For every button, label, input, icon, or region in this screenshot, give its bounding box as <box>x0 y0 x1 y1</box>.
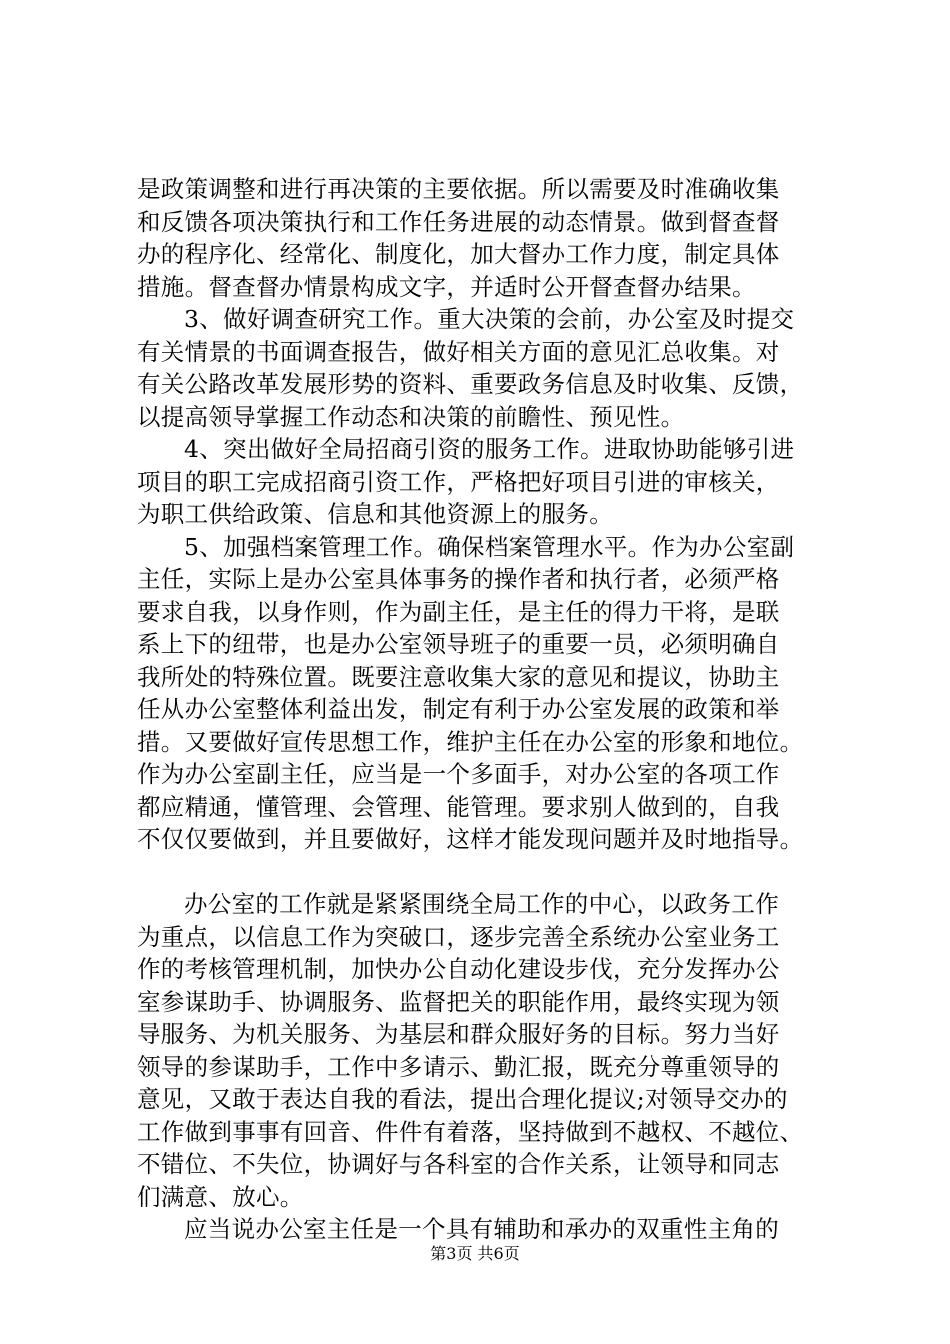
text-line: 主任，实际上是办公室具体事务的操作者和执行者，必须严格 <box>137 565 780 593</box>
text-line: 是政策调整和进行再决策的主要依据。所以需要及时准确收集 <box>137 175 780 203</box>
text-line: 和反馈各项决策执行和工作任务进展的动态情景。做到督查督 <box>137 207 780 236</box>
text-line: 有关公路改革发展形势的资料、重要政务信息及时收集、反馈， <box>137 370 804 398</box>
text-line: 3、做好调查研究工作。重大决策的会前，办公室及时提交 <box>184 305 795 333</box>
text-line: 作的考核管理机制，加快办公自动化建设步伐，充分发挥办公 <box>137 955 780 983</box>
text-line: 为职工供给政策、信息和其他资源上的服务。 <box>137 500 613 528</box>
text-line: 意见，又敢于表达自我的看法，提出合理化提议;对领导交办的 <box>137 1085 788 1113</box>
document-body <box>137 173 837 1246</box>
text-line: 系上下的纽带，也是办公室领导班子的重要一员，必须明确自 <box>137 630 780 658</box>
page-number: 第3页 共6页 <box>430 1244 520 1263</box>
text-line: 项目的职工完成招商引资工作，严格把好项目引进的审核关， <box>137 467 780 496</box>
text-line: 工作做到事事有回音、件件有着落，坚持做到不越权、不越位、 <box>137 1117 804 1146</box>
text-line: 要求自我，以身作则，作为副主任，是主任的得力干将，是联 <box>137 597 780 626</box>
text-line: 4、突出做好全局招商引资的服务工作。进取协助能够引进 <box>184 435 795 463</box>
text-line: 不仅仅要做到，并且要做好，这样才能发现问题并及时地指导。 <box>137 825 804 853</box>
page-footer <box>0 1244 950 1264</box>
text-line: 措。又要做好宣传思想工作，维护主任在办公室的形象和地位。 <box>137 727 804 756</box>
text-line: 不错位、不失位，协调好与各科室的合作关系，让领导和同志 <box>137 1150 780 1178</box>
text-line: 室参谋助手、协调服务、监督把关的职能作用，最终实现为领 <box>137 987 780 1016</box>
text-line: 任从办公室整体利益出发，制定有利于办公室发展的政策和举 <box>137 695 780 723</box>
text-line: 我所处的特殊位置。既要注意收集大家的意见和提议，协助主 <box>137 662 780 691</box>
text-line: 办的程序化、经常化、制度化，加大督办工作力度，制定具体 <box>137 240 780 268</box>
text-line: 导服务、为机关服务、为基层和群众服好务的目标。努力当好 <box>137 1020 780 1048</box>
text-line: 为重点，以信息工作为突破口，逐步完善全系统办公室业务工 <box>137 922 780 951</box>
text-line: 领导的参谋助手，工作中多请示、勤汇报，既充分尊重领导的 <box>137 1052 780 1081</box>
text-line: 应当说办公室主任是一个具有辅助和承办的双重性主角的 <box>184 1215 779 1243</box>
text-line: 有关情景的书面调查报告，做好相关方面的意见汇总收集。对 <box>137 337 780 366</box>
text-line: 都应精通，懂管理、会管理、能管理。要求别人做到的，自我 <box>137 792 780 821</box>
text-line: 们满意、放心。 <box>137 1182 304 1211</box>
paragraph-gap <box>137 856 837 889</box>
text-line: 作为办公室副主任，应当是一个多面手，对办公室的各项工作 <box>137 760 780 788</box>
text-line: 以提高领导掌握工作动态和决策的前瞻性、预见性。 <box>137 402 685 431</box>
text-line: 办公室的工作就是紧紧围绕全局工作的中心，以政务工作 <box>184 890 779 918</box>
text-line: 5、加强档案管理工作。确保档案管理水平。作为办公室副 <box>184 532 795 561</box>
text-line: 措施。督查督办情景构成文字，并适时公开督查督办结果。 <box>137 272 756 301</box>
